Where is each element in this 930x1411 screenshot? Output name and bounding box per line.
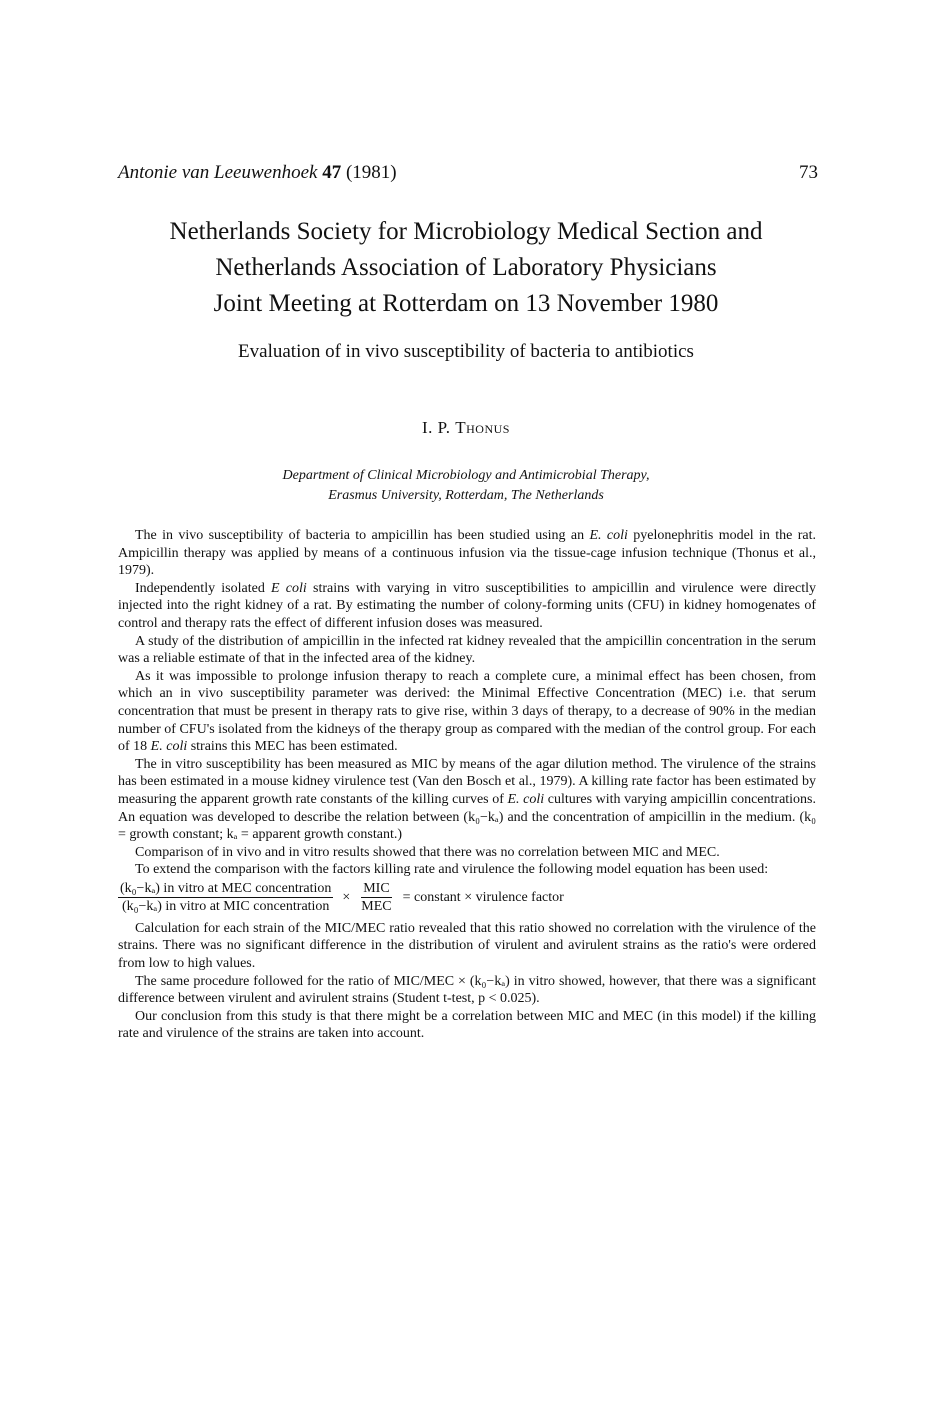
author <box>100 418 832 438</box>
author-initials: I. P. <box>422 418 451 437</box>
affiliation-line-2: Erasmus University, Rotterdam, The Netherlands <box>328 488 604 503</box>
title-line-3: Joint Meeting at Rotterdam on 13 November 1980 <box>213 290 719 317</box>
paper-title: Evaluation of in vivo susceptibility of bacteria to antibiotics <box>238 341 694 362</box>
times-operator: × <box>342 889 351 905</box>
fraction-1-denominator: (k₀−kₐ) in vitro at MIC concentration <box>121 898 330 914</box>
paragraph-6: Comparison of in vivo and in vitro results showed that there was no correlation between MIC and MEC. <box>135 844 720 860</box>
fraction-2-numerator: MIC <box>363 880 390 896</box>
model-equation <box>118 880 816 915</box>
journal-citation <box>118 162 397 184</box>
affiliation <box>100 466 832 506</box>
fraction-2-denominator: MEC <box>361 898 392 914</box>
paragraph-1: The in vivo susceptibility of bacteria to ampicillin has been studied using an E. coli pyelonephritis model in the rat. Ampicillin therapy was applied by means of a continuous infusion via the tissue-cage infusion technique (Thonus et al., 1979). <box>118 528 816 579</box>
paragraph-2: Independently isolated E coli strains with varying in vitro susceptibilities to ampicillin and virulence were directly injected into the right kidney of a rat. By estimating the number of colony-forming units (CFU) in kidney homogenates of control and therapy rats the effect of different infusion doses was measured. <box>118 580 816 631</box>
journal-name: Antonie van Leeuwenhoek <box>118 162 318 183</box>
abstract-body <box>118 527 816 1043</box>
paragraph-4: As it was impossible to prolonge infusion therapy to reach a complete cure, a minimal effect has been chosen, from which an in vivo susceptibility parameter was derived: the Minimal Effective Concentration (MEC) i.e. that serum concentration that must be present in therapy rats to give rise, within 3 days of therapy, to a decrease of 90% in the median number of CFU's isolated from the kidneys of the therapy group as compared with the median of the control group. For each of 18 E. coli strains this MEC has been estimated. <box>118 668 816 755</box>
paragraph-7: To extend the comparison with the factors killing rate and virulence the following model equation has been used: <box>135 862 769 878</box>
paragraph-8: Calculation for each strain of the MIC/MEC ratio revealed that this ratio showed no correlation with the virulence of the strains. There was no significant difference in the distribution of virulent and avirulent strains as the ratio's were ordered from low to high values. <box>118 920 816 972</box>
paragraph-3: A study of the distribution of ampicillin in the infected rat kidney revealed that the ampicillin concentration in the serum was a reliable estimate of that in the infected area of the kidney. <box>118 633 816 667</box>
running-header <box>118 162 818 184</box>
paragraph-5: The in vitro susceptibility has been measured as MIC by means of the agar dilution method. The virulence of the strains has been estimated in a mouse kidney virulence test (Van den Bosch et al., 1979). A killing rate factor has been estimated by measuring the apparent growth rate constants of the killing curves of E. coli cultures with varying ampicillin concentrations. An equation was developed to describe the relation between (k₀−kₐ) and the concentration of ampicillin in the medium. (k₀ = growth constant; kₐ = apparent growth constant.) <box>118 756 817 843</box>
affiliation-line-1: Department of Clinical Microbiology and Antimicrobial Therapy, <box>282 468 650 483</box>
fraction-1-numerator: (k₀−kₐ) in vitro at MEC concentration <box>120 880 332 896</box>
paragraph-9: The same procedure followed for the ratio of MIC/MEC × (k₀−kₐ) in vitro showed, however, that there was a significant difference between virulent and avirulent strains (Student t-test, p < 0.025). <box>118 973 816 1007</box>
equation-fraction-1 <box>118 880 333 915</box>
author-surname: Thonus <box>455 418 510 437</box>
equation-fraction-2 <box>359 880 393 915</box>
title-line-2: Netherlands Association of Laboratory Physicians <box>215 254 717 281</box>
journal-year: (1981) <box>345 162 397 183</box>
paragraph-10: Our conclusion from this study is that there might be a correlation between MIC and MEC (in this model) if the killing rate and virulence of the strains are taken into account. <box>118 1008 816 1042</box>
journal-volume: 47 <box>322 162 342 183</box>
title-line-1: Netherlands Society for Microbiology Medical Section and <box>169 218 763 245</box>
page-number: 73 <box>799 162 818 183</box>
equation-rhs: = constant × virulence factor <box>402 889 564 905</box>
meeting-title <box>100 214 832 322</box>
